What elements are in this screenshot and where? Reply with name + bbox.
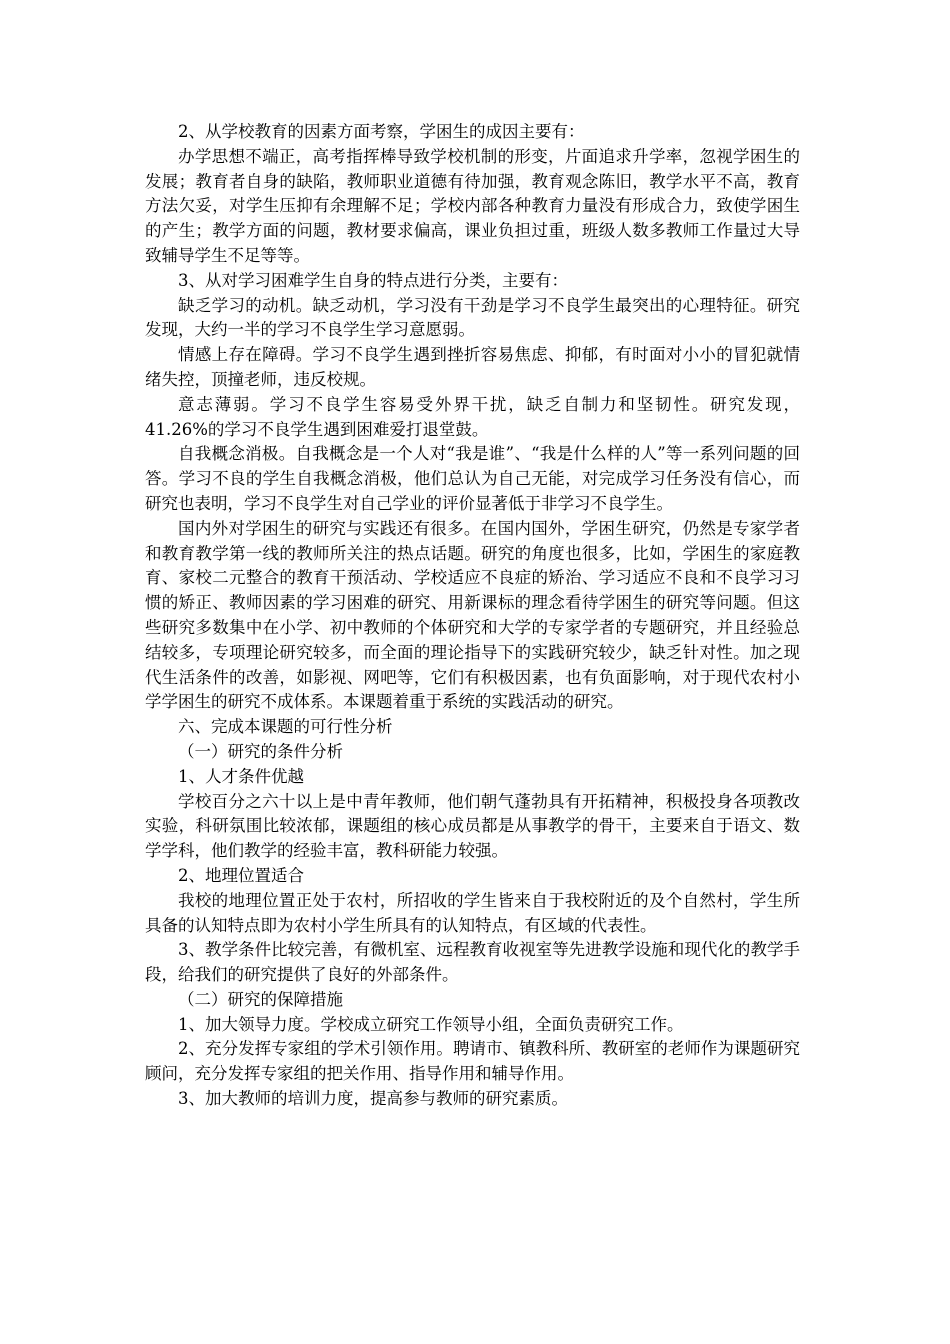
section-heading-feasibility: 六、完成本课题的可行性分析 [178, 717, 393, 737]
paragraph-expert-group: 2、充分发挥专家组的学术引领作用。聘请市、镇教科所、教研室的老师作为课题研究顾问，充分发挥专家组的把关作用、指导作用和辅导作用。 [145, 1039, 800, 1084]
paragraph-lack-motivation: 缺乏学习的动机。缺乏动机，学习没有干劲是学习不良学生最突出的心理特征。研究发现，大约一半的学习不良学生学习意愿弱。 [145, 295, 800, 340]
paragraph-location-body: 我校的地理位置正处于农村，所招收的学生皆来自于我校附近的及个自然村，学生所具备的认知特点即为农村小学生所具有的认知特点，有区域的代表性。 [145, 890, 800, 935]
paragraph-school-factors-body: 办学思想不端正，高考指挥棒导致学校机制的形变，片面追求升学率，忽视学困生的发展；教育者自身的缺陷，教师职业道德有待加强，教育观念陈旧，教学水平不高，教育方法欠妥，对学生压抑有余理解不足；学校内部各种教育力量没有形成合力，致使学困生的产生；教学方面的问题，教材要求偏高，课业负担过重，班级人数多教师工作量过大导致辅导学生不足等等。 [145, 146, 800, 265]
paragraph-research-overview: 国内外对学困生的研究与实践还有很多。在国内国外，学困生研究，仍然是专家学者和教育教学第一线的教师所关注的热点话题。研究的角度也很多，比如，学困生的家庭教育、家校二元整合的教育干预活动、学校适应不良症的矫治、学习适应不良和不良学习习惯的矫正、教师因素的学习困难的研究、用新课标的理念看待学困生的研究等问题。但这些研究多数集中在小学、初中教师的个体研究和大学的专家学者的专题研究，并且经验总结较多，专项理论研究较多，而全面的理论指导下的实践研究较少，缺乏针对性。加之现代生活条件的改善，如影视、网吧等，它们有积极因素，也有负面影响，对于现代农村小学学困生的研究不成体系。本课题着重于系统的实践活动的研究。 [145, 518, 800, 712]
paragraph-weak-will: 意志薄弱。学习不良学生容易受外界干扰，缺乏自制力和坚韧性。研究发现，41.26%的学习不良学生遇到困难爱打退堂鼓。 [145, 394, 800, 439]
item-heading-talent: 1、人才条件优越 [178, 766, 304, 786]
paragraph-teaching-conditions: 3、教学条件比较完善，有微机室、远程教育收视室等先进教学设施和现代化的教学手段，给我们的研究提供了良好的外部条件。 [145, 940, 800, 985]
subsection-heading-safeguards: （二）研究的保障措施 [178, 989, 343, 1009]
paragraph-student-traits-heading: 3、从对学习困难学生自身的特点进行分类，主要有： [178, 270, 568, 290]
subsection-heading-conditions: （一）研究的条件分析 [178, 741, 343, 761]
document-page [145, 120, 800, 1112]
paragraph-negative-self-concept: 自我概念消极。自我概念是一个人对“我是谁”、“我是什么样的人”等一系列问题的回答。学习不良的学生自我概念消极，他们总认为自己无能，对完成学习任务没有信心，而研究也表明，学习不良学生对自己学业的评价显著低于非学习不良学生。 [145, 444, 800, 513]
paragraph-leadership: 1、加大领导力度。学校成立研究工作领导小组，全面负责研究工作。 [178, 1014, 684, 1034]
paragraph-school-factors-heading: 2、从学校教育的因素方面考察，学困生的成因主要有： [178, 122, 585, 141]
paragraph-teacher-training: 3、加大教师的培训力度，提高参与教师的研究素质。 [178, 1089, 568, 1109]
item-heading-location: 2、地理位置适合 [178, 865, 304, 885]
paragraph-talent-body: 学校百分之六十以上是中青年教师，他们朝气蓬勃具有开拓精神，积极投身各项教改实验，科研氛围比较浓郁，课题组的核心成员都是从事教学的骨干，主要来自于语文、数学学科，他们教学的经验丰富，教科研能力较强。 [145, 791, 800, 861]
paragraph-emotional-barriers: 情感上存在障碍。学习不良学生遇到挫折容易焦虑、抑郁，有时面对小小的冒犯就情绪失控，顶撞老师，违反校规。 [145, 345, 800, 389]
